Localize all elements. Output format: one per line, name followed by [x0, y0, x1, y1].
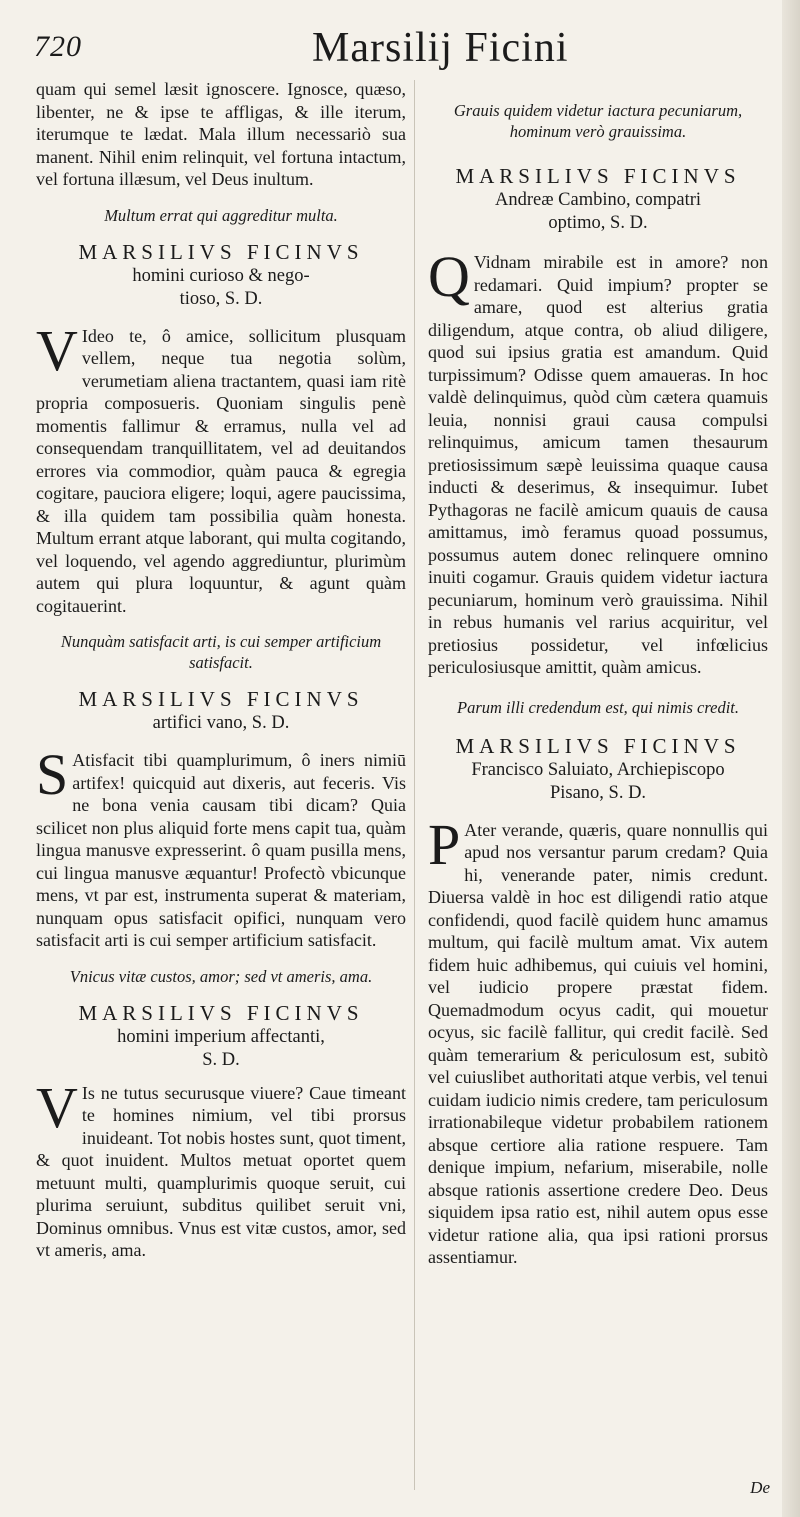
drop-cap: Q	[428, 244, 470, 309]
letter-body-text: Vidnam mirabile est in amore? non redamari. Quid impium? propter se amare, quod est alterius gratia diligendum, atque contra, ob aliud diligere, quod sui ipsius gratia est amandum. Quid turpissimum? Odisse quem amaueras. In hoc valdè delinquimus, quòd cùm cætera quamuis leuia, nonnisi graui causa compulsi relinquimus, amicum tamen thesaurum pretiosissimum sæpè leuissima quaque causa inducti & deserimus, & insequimur. Iubet Pythagoras ne facilè amicum quauis de causa amittamus, imò feramus quoad possumus, possumus autem donec relinquere omnino inuiti cogamur. Grauis quidem videtur iactura pecuniarum, hominum verò grauissima. Nihil in rebus humanis vel rarius acquiritur, vel pretiosius possidetur, vel infœlicius periculosiusque amittit, quàm amicus.	[428, 252, 768, 677]
letter-body	[428, 244, 768, 679]
drop-cap: V	[36, 1074, 78, 1140]
letter-body	[36, 742, 406, 952]
letter-heading: MARSILIVS FICINVS	[78, 239, 364, 264]
continuation-text: quam qui semel læsit ignoscere. Ignosce, quæso, libenter, ne & ipse te affligas, & ille iterum, iterumque te lædat. Mala illum necessariò sua manent. Nihil enim relinquit, vel fortuna intactum, vel fortuna illæsum, vel Deus inultum.	[36, 79, 406, 189]
letter-body	[428, 811, 768, 1269]
left-column	[36, 78, 406, 1262]
letter-addressee: Francisco Saluiato, Archiepiscopo	[471, 759, 725, 780]
catchword: De	[750, 1478, 770, 1497]
letter-motto: Grauis quidem videtur iactura pecuniarum, hominum verò grauissima.	[453, 101, 743, 141]
letter-body-text: Ideo te, ô amice, sollicitum plusquam vellem, neque tua negotia solùm, verumetiam aliena tractantem, quasi iam ritè propria composueris. Quoniam singulis penè momentis fallimur & erramus, nulla vel ad consequendam tranquillitatem, vel ad deuitandos errores via commodior, quàm pauca & egregia cogitare, pauciora eligere; loqui, agere paucissima, & illa quidem tam possibilia quàm honesta. Multum errant atque laborant, qui multa cogitando, vel loquendo, vel agendo aggrediuntur, plurimùm autem qui plura loquuntur, & agunt quàm cogitauerint.	[36, 325, 406, 616]
letter-addressee: tioso, S. D.	[179, 288, 263, 309]
letter-motto: Multum errat qui aggreditur multa.	[104, 205, 338, 225]
letter-addressee: optimo, S. D.	[548, 213, 648, 233]
column-divider	[414, 80, 415, 1490]
letter-body-text: Atisfacit tibi quamplurimum, ô iners nimiū artifex! quicquid aut dixeris, aut feceris. Vis ne bona venia causam tibi dicam? Quia scilicet non plus aliquid forte mens capit tua, quàm lingua manusve expresserint. ô quam pusilla mens, cui lingua manusve æquantur! Profectò vbicunque mens, vt par est, instrumenta superat & materiam, nunquam opus satisfacit opifici, nunquam vero satisfacit arti is cui semper artificium satisfacit.	[36, 750, 406, 950]
letter-motto: Parum illi credendum est, qui nimis credit.	[457, 697, 739, 717]
letter	[428, 697, 768, 1269]
letter-heading: MARSILIVS FICINVS	[455, 164, 741, 188]
letter	[428, 100, 768, 679]
letter	[36, 631, 406, 952]
letter-heading: MARSILIVS FICINVS	[78, 687, 364, 711]
letter-addressee: Pisano, S. D.	[549, 782, 647, 803]
letter-addressee: homini curioso & nego-	[132, 265, 310, 286]
letter	[36, 966, 406, 1262]
drop-cap: V	[36, 317, 78, 383]
letter-body-text: Ater verande, quæris, quare nonnullis qui apud nos versantur parum credam? Quia hi, venerande pater, nimis credunt. Diuersa valdè in hoc est diligendi ratio atque confidendi, quod facilè quidem hunc amamus multum, qui facilè multum amat. Vix autem fidem huic adhibemus, qui cuiuis vel homini, vel iudicio propere præstat fidem. Quemadmodum ocyus cadit, qui mouetur ocyus, sic facilè fallitur, qui credit facilè. Sed quàm temerarium & periculosum est, subitò vel cuiuslibet authoritati atque verbis, vel tenui cuidam iudicio nimis credere, tam periculosum irrationabileque videtur probabilem rationem absque certiore alia ratione respuere. Tam denique impium, nefarium, miserabile, nolle absque rationis assertione credere Deo. Deus siquidem ipsa ratio est, nihil autem opus esse videtur ratione alia, qua ipsi rationi prorsus assentiamur.	[428, 819, 768, 1267]
drop-cap: P	[428, 811, 461, 877]
running-head	[0, 22, 800, 72]
letter	[36, 205, 406, 618]
letter-addressee: artifici vano, S. D.	[152, 713, 290, 733]
right-column	[428, 78, 768, 1269]
drop-cap: S	[36, 742, 69, 807]
page-edge	[782, 0, 800, 1517]
letter-heading: MARSILIVS FICINVS	[78, 1000, 364, 1025]
running-title: Marsilij Ficini	[312, 25, 569, 71]
letter-body	[36, 1074, 406, 1262]
letter-addressee: Andreæ Cambino, compatri	[494, 190, 702, 210]
letter-heading: MARSILIVS FICINVS	[455, 733, 741, 758]
page-number: 720	[34, 30, 82, 63]
letter-motto: Vnicus vitæ custos, amor; sed vt ameris, ama.	[69, 966, 373, 986]
letter-body	[36, 317, 406, 618]
letter-addressee: homini imperium affectanti,	[117, 1026, 325, 1047]
letter-body-text: Is ne tutus securusque viuere? Caue timeant te homines nimium, vel tibi prorsus inuideant. Tot nobis hostes sunt, quot timent, & quot inuident. Multos metuat oportet quem metuunt multi, quamplurimis quoque seruit, cui plurima seruiunt, subditus quilibet seruit vni, Dominus omnibus. Vnus est vitæ custos, amor, sed vt ameris, ama.	[36, 1082, 406, 1260]
letter-addressee: S. D.	[202, 1049, 240, 1070]
letter-motto: Nunquàm satisfacit arti, is cui semper artificium satisfacit.	[60, 632, 382, 672]
